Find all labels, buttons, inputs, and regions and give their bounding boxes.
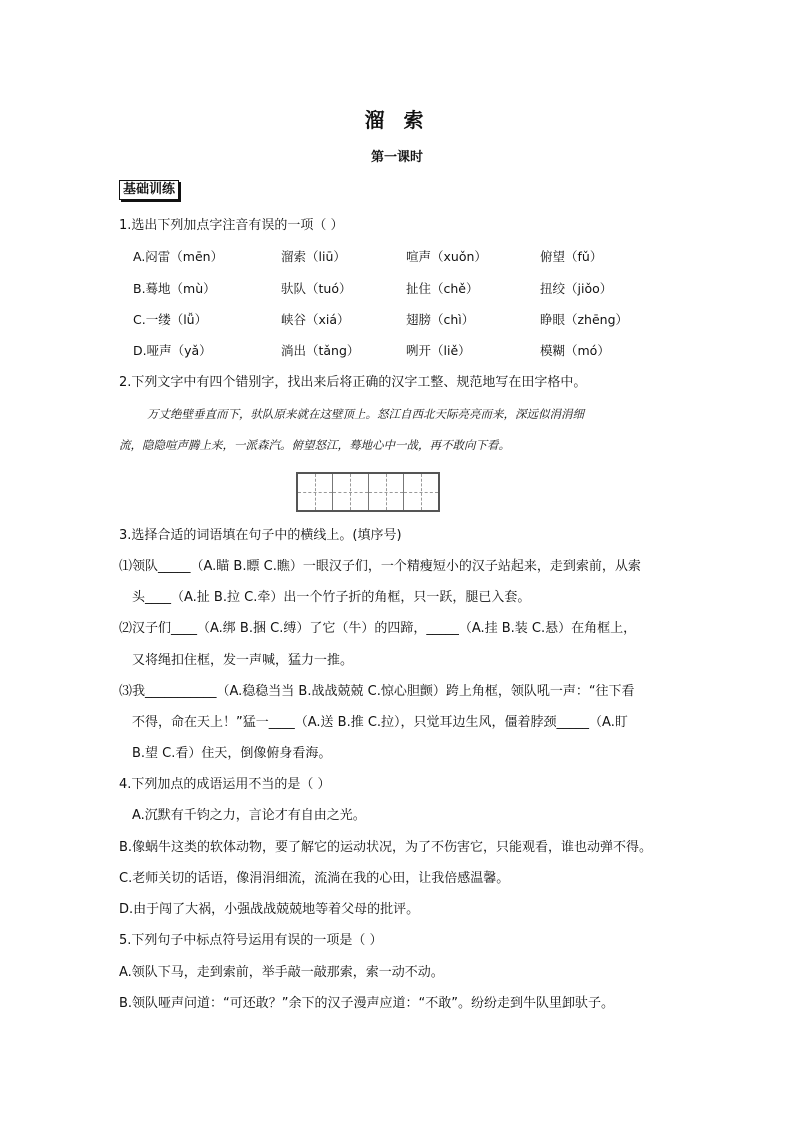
q1-option: 翅膀（chì）	[406, 312, 475, 327]
q3-line: ⑵汉子们____（A.绑 B.捆 C.缚）了它（牛）的四蹄，_____（A.挂 B.装 C.悬）在角框上，	[119, 621, 637, 636]
q1-option: 溜索（liū）	[281, 249, 346, 264]
q3-line: ⑶我___________（A.稳稳当当 B.战战兢兢 C.惊心胆颤）跨上角框，领队吼一声：“往下看	[119, 684, 635, 699]
q4-option-c: C.老师关切的话语，像涓涓细流，流淌在我的心田，让我倍感温馨。	[119, 871, 510, 886]
q4-option-d: D.由于闯了大祸，小强战战兢兢地等着父母的批评。	[119, 902, 420, 917]
tianzige-cell[interactable]	[298, 474, 333, 510]
q2-passage-line: 流，隐隐喧声腾上来，一派森汽。俯望怒江，蓦地心中一战，再不敢向下看。	[119, 438, 510, 452]
tianzige-cell[interactable]	[404, 474, 438, 510]
q2-passage-line: 万丈绝壁垂直而下，驮队原来就在这壁顶上。怒江自西北天际亮亮而来，深远似涓涓细	[147, 407, 584, 421]
q1-option: C.一缕（lǚ）	[133, 312, 208, 327]
q1-option: 驮队（tuó）	[281, 281, 352, 296]
q1-option: 俯望（fǔ）	[540, 249, 603, 264]
q4-option-a: A.沉默有千钧之力，言论才有自由之光。	[132, 808, 366, 823]
q1-option: 喧声（xuǒn）	[406, 249, 487, 264]
q1-option: 淌出（tǎng）	[281, 343, 360, 358]
q1-option: 模糊（mó）	[540, 343, 610, 358]
q5-stem: 5.下列句子中标点符号运用有误的一项是（ ）	[119, 933, 383, 948]
section-tag: 基础训练	[119, 180, 179, 200]
page-title: 溜 索	[364, 108, 430, 132]
q1-option: 咧开（liě）	[406, 343, 471, 358]
tianzige-grid[interactable]	[296, 472, 440, 512]
q5-option-a: A.领队下马，走到索前，举手敲一敲那索，索一动不动。	[119, 965, 444, 980]
q5-option-b: B.领队哑声问道：“可还敢？”余下的汉子漫声应道：“不敢”。纷纷走到牛队里卸驮子。	[119, 996, 614, 1011]
q3-line: ⑴领队_____（A.瞄 B.瞟 C.瞧）一眼汉子们，一个精瘦短小的汉子站起来，走到索前，从索	[119, 559, 641, 574]
tianzige-cell[interactable]	[369, 474, 404, 510]
q1-option: 峡谷（xiá）	[281, 312, 350, 327]
q1-option: D.哑声（yǎ）	[133, 343, 212, 358]
q1-option: B.蓦地（mù）	[133, 281, 216, 296]
q3-line: B.望 C.看）住天，倒像俯身看海。	[132, 746, 332, 761]
q4-option-b: B.像蜗牛这类的软体动物，要了解它的运动状况，为了不伤害它，只能观看，谁也动弹不得。	[119, 840, 653, 855]
q1-option: 睁眼（zhēng）	[540, 312, 629, 327]
lesson-subtitle: 第一课时	[370, 150, 423, 165]
q1-stem: 1.选出下列加点字注音有误的一项（ ）	[119, 218, 344, 233]
tianzige-cell[interactable]	[333, 474, 368, 510]
q1-option: 扯住（chě）	[406, 281, 479, 296]
q1-option: A.闷雷（mēn）	[133, 249, 224, 264]
q3-line: 不得，命在天上！”猛一____（A.送 B.推 C.拉），只觉耳边生风，僵着脖颈_____（A.盯	[132, 715, 628, 730]
q1-option: 扭绞（jiǒo）	[540, 281, 613, 296]
q3-line: 头____（A.扯 B.拉 C.牵）出一个竹子折的角框，只一跃，腿已入套。	[132, 590, 531, 605]
q3-stem: 3.选择合适的词语填在句子中的横线上。(填序号)	[119, 528, 402, 543]
q2-stem: 2.下列文字中有四个错别字，找出来后将正确的汉字工整、规范地写在田字格中。	[119, 375, 587, 390]
q3-line: 又将绳扣住框，发一声喊，猛力一推。	[132, 653, 354, 668]
q4-stem: 4.下列加点的成语运用不当的是（ ）	[119, 777, 331, 792]
